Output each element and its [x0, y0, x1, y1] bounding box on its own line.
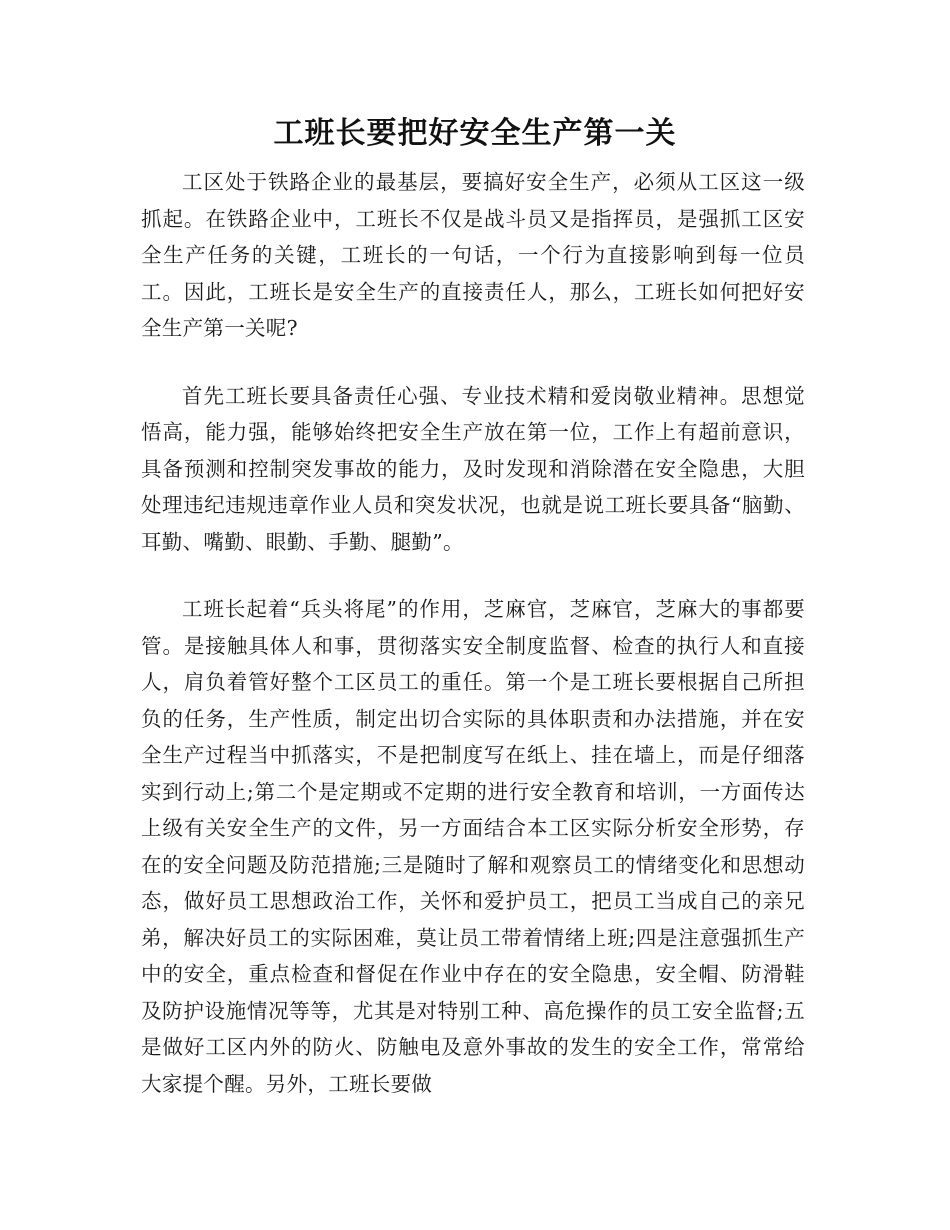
- paragraph-1: 工区处于铁路企业的最基层，要搞好安全生产，必须从工区这一级抓起。在铁路企业中，工班长不仅是战斗员又是指挥员，是强抓工区安全生产任务的关键，工班长的一句话，一个行为直接影响到每一位员工。因此，工班长是安全生产的直接责任人，那么，工班长如何把好安全生产第一关呢?: [141, 170, 805, 340]
- document-body: [141, 164, 805, 1133]
- paragraph-3: 工班长起着“兵头将尾”的作用，芝麻官，芝麻官，芝麻大的事都要管。是接触具体人和事，贯彻落实安全制度监督、检查的执行人和直接人，肩负着管好整个工区员工的重任。第一个是工班长要根据自己所担负的任务，生产性质，制定出切合实际的具体职责和办法措施，并在安全生产过程当中抓落实，不是把制度写在纸上、挂在墙上，而是仔细落实到行动上;第二个是定期或不定期的进行安全教育和培训，一方面传达上级有关安全生产的文件，另一方面结合本工区实际分析安全形势，存在的安全问题及防范措施;三是随时了解和观察员工的情绪变化和思想动态，做好员工思想政治工作，关怀和爱护员工，把员工当成自己的亲兄弟，解决好员工的实际困难，莫让员工带着情绪上班;四是注意强抓生产中的安全，重点检查和督促在作业中存在的安全隐患，安全帽、防滑鞋及防护设施情况等等，尤其是对特别工种、高危操作的员工安全监督;五是做好工区内外的防火、防触电及意外事故的发生的安全工作，常常给大家提个醒。另外，工班长要做: [141, 597, 805, 1096]
- paragraph-2: 首先工班长要具备责任心强、专业技术精和爱岗敬业精神。思想觉悟高，能力强，能够始终把安全生产放在第一位，工作上有超前意识，具备预测和控制突发事故的能力，及时发现和消除潜在安全隐患，大胆处理违纪违规违章作业人员和突发状况，也就是说工班长要具备“脑勤、耳勤、嘴勤、眼勤、手勤、腿勤”。: [141, 383, 805, 554]
- page-title: 工班长要把好安全生产第一关: [273, 116, 677, 151]
